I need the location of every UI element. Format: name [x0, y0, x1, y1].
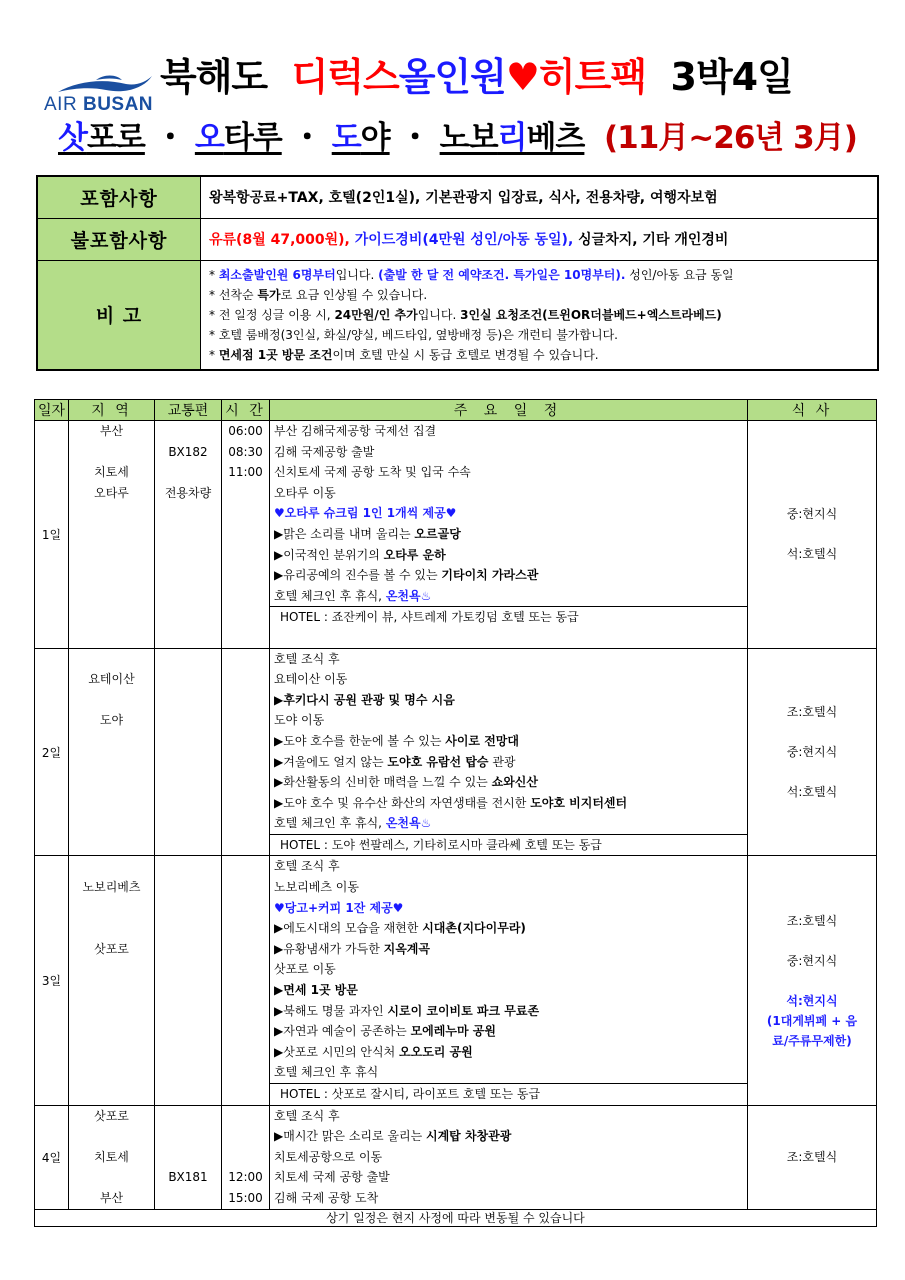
title-allinone: 올인원 — [398, 55, 506, 99]
excluded-label: 불포함사항 — [37, 218, 201, 260]
region-cell: 치토세 — [94, 1149, 129, 1164]
itinerary-item: 치토세 국제 공항 출발 — [274, 1170, 390, 1185]
itinerary-item: ♥오타루 슈크림 1인 1개씩 제공♥ — [274, 506, 457, 521]
itinerary — [270, 1105, 748, 1209]
time — [222, 856, 270, 1105]
title-duration: 3박4일 — [670, 55, 793, 99]
hotel-line: HOTEL : 삿포로 잘시티, 라이포트 호텔 또는 동급 — [270, 1083, 747, 1105]
city-otaru: 오타루 — [194, 120, 282, 156]
time-cell — [222, 586, 269, 607]
included-label: 포함사항 — [37, 176, 201, 218]
region-cell — [69, 731, 154, 752]
meals — [748, 421, 877, 649]
region-cell — [69, 898, 154, 919]
itinerary-item: ▶면세 1곳 방문 — [274, 983, 358, 998]
info-table — [36, 175, 879, 371]
itinerary-item: ▶도야 호수를 한눈에 볼 수 있는 사이로 전망대 — [274, 733, 519, 748]
itinerary-item: 호텔 조식 후 — [274, 651, 340, 666]
transport-cell — [155, 1126, 221, 1147]
time-cell — [222, 627, 269, 648]
meal-item: 중:현지식 — [786, 953, 838, 968]
header-region: 지 역 — [69, 400, 155, 421]
region-cell: 도야 — [99, 713, 124, 728]
transport-cell — [155, 1147, 221, 1168]
time-cell — [222, 1126, 269, 1147]
transport — [155, 856, 222, 1105]
itinerary-item: ▶유리공예의 진수를 볼 수 있는 기타이치 가라스관 — [274, 568, 539, 583]
transport-cell: BX182 — [168, 444, 208, 459]
region-cell: 삿포로 — [94, 941, 129, 956]
meal-item: 석:현지식 (1대게뷔페 + 음료/주류무제한) — [762, 991, 862, 1051]
logo-busan: BUSAN — [82, 94, 154, 115]
day-row — [35, 1105, 877, 1209]
time-cell: 06:00 — [228, 424, 263, 438]
transport — [155, 421, 222, 649]
notes-label: 비 고 — [37, 260, 201, 370]
itinerary-item: ▶유황냄새가 가득한 지옥계곡 — [274, 941, 430, 956]
region-cell — [69, 649, 154, 670]
time-cell — [222, 545, 269, 566]
day-row — [35, 856, 877, 1105]
time-cell: 12:00 — [228, 1170, 263, 1185]
hotel-line: HOTEL : 도야 썬팔레스, 기타히로시마 클라쎄 호텔 또는 동급 — [270, 834, 747, 856]
itinerary — [270, 421, 748, 649]
excluded-row — [37, 218, 878, 260]
transport-cell — [155, 462, 221, 483]
included-value: 왕복항공료+TAX, 호텔(2인1실), 기본관광지 입장료, 식사, 전용차량, 여행자보험 — [201, 176, 879, 218]
time — [222, 421, 270, 649]
transport — [155, 1105, 222, 1209]
transport-cell — [155, 565, 221, 586]
note-line: * 호텔 룸배정(3인실, 화실/양실, 베드타입, 옆방배정 등)은 개런티 불가합니다. — [209, 327, 618, 342]
itinerary-item: ▶겨울에도 얼지 않는 도야호 유람선 탑승 관광 — [274, 754, 516, 769]
bird-wing-icon — [56, 74, 154, 96]
meal-item: 석:호텔식 — [786, 547, 838, 562]
time-cell: 11:00 — [228, 465, 263, 480]
itinerary-item: 삿포로 이동 — [274, 962, 336, 977]
itinerary-item: 요테이산 이동 — [274, 672, 348, 687]
note-line: * 선착순 특가로 요금 인상될 수 있습니다. — [209, 287, 428, 302]
region-cell — [69, 545, 154, 566]
heart-icon: ♥ — [505, 55, 539, 99]
itinerary-item: 김해 국제공항 출발 — [274, 444, 375, 459]
title-region: 북해도 — [160, 55, 268, 99]
region-cell — [69, 606, 154, 627]
itinerary-item: 치토세공항으로 이동 — [274, 1149, 383, 1164]
city-noboribetsu: 노보리베츠 — [439, 120, 585, 156]
time-cell — [222, 524, 269, 545]
region-cell — [69, 834, 154, 855]
region-cell: 삿포로 — [94, 1108, 129, 1123]
region-cell — [69, 752, 154, 773]
period: (11月~26년 3月) — [603, 120, 857, 156]
itinerary-item: ▶에도시대의 모습을 재현한 시대촌(지다이무라) — [274, 921, 526, 936]
time-cell: 15:00 — [228, 1190, 263, 1205]
meal-item: 조:호텔식 — [786, 913, 838, 928]
meal-item: 조:호텔식 — [786, 1150, 838, 1165]
air-busan-logo — [44, 74, 156, 114]
itinerary-item: ▶자연과 예술이 공존하는 모에레누마 공원 — [274, 1024, 496, 1039]
meals — [748, 856, 877, 1105]
itinerary-item: 김해 국제 공항 도착 — [274, 1190, 379, 1205]
transport-cell — [155, 421, 221, 442]
region-cell — [69, 1126, 154, 1147]
time-cell — [222, 606, 269, 627]
header-itinerary: 주 요 일 정 — [270, 400, 748, 421]
dinner-note: (1대게뷔페 + 음료/주류무제한) — [766, 1013, 858, 1048]
itinerary — [270, 648, 748, 856]
region — [69, 856, 155, 1105]
day-number: 1일 — [35, 421, 69, 649]
itinerary-item: ▶맑은 소리를 내며 울리는 오르골당 — [274, 526, 461, 541]
day-row — [35, 648, 877, 856]
itinerary-item: ▶도야 호수 및 유수산 화산의 자연생태를 전시한 도야호 비지터센터 — [274, 795, 628, 810]
schedule-header-row — [35, 400, 877, 421]
header-day: 일자 — [35, 400, 69, 421]
transport-cell — [155, 627, 221, 648]
itinerary-item: 노보리베츠 이동 — [274, 880, 359, 895]
itinerary-item: ♥당고+커피 1잔 제공♥ — [274, 900, 404, 915]
region-cell: 치토세 — [94, 465, 129, 480]
time-cell — [222, 503, 269, 524]
transport-cell — [155, 606, 221, 627]
transport-cell: 전용차량 — [164, 485, 212, 500]
region-cell — [69, 918, 154, 939]
excluded-value: 유류(8월 47,000원), 가이드경비(4만원 성인/아동 동일), 싱글차지, 기타 개인경비 — [201, 218, 879, 260]
day-number: 3일 — [35, 856, 69, 1105]
schedule-table — [34, 399, 877, 1227]
region-cell — [69, 442, 154, 463]
header-time: 시 간 — [222, 400, 270, 421]
itinerary-item: 도야 이동 — [274, 713, 325, 728]
title-hitpack: 히트팩 — [538, 55, 647, 99]
itinerary-item: 신치토세 국제 공항 도착 및 입국 수속 — [274, 465, 471, 480]
transport — [155, 648, 222, 856]
city-toya: 도야 — [331, 120, 390, 156]
transport-cell — [155, 545, 221, 566]
notes — [201, 260, 879, 370]
region-cell: 노보리베츠 — [82, 880, 141, 895]
time — [222, 648, 270, 856]
meal-item: 석:호텔식 — [786, 785, 838, 799]
itinerary-item: ▶후키다시 공원 관광 및 명수 시음 — [274, 692, 455, 707]
transport-cell — [155, 524, 221, 545]
itinerary-item: 부산 김해국제공항 국제선 집결 — [274, 424, 437, 438]
region-cell — [69, 565, 154, 586]
itinerary-item: 호텔 체크인 후 휴식, 온천욕♨ — [274, 816, 432, 831]
region-cell — [69, 503, 154, 524]
header-meals: 식 사 — [748, 400, 877, 421]
region-cell — [69, 793, 154, 814]
day-row — [35, 421, 877, 649]
region-cell — [69, 586, 154, 607]
itinerary-item: ▶매시간 맑은 소리로 울리는 시계탑 차창관광 — [274, 1129, 512, 1144]
city-sapporo: 삿포로 — [58, 120, 145, 156]
header-transport: 교통편 — [155, 400, 222, 421]
itinerary-item: 호텔 조식 후 — [274, 1108, 340, 1123]
region-cell: 부산 — [99, 424, 124, 438]
meal-item: 중:현지식 — [786, 507, 838, 522]
meal-item: 중:현지식 — [786, 745, 838, 759]
transport-cell — [155, 503, 221, 524]
itinerary-item: 오타루 이동 — [274, 485, 336, 500]
schedule-footer: 상기 일정은 현지 사정에 따라 변동될 수 있습니다 — [35, 1209, 877, 1226]
included-row — [37, 176, 878, 218]
transport-cell: BX181 — [168, 1170, 208, 1185]
meals — [748, 648, 877, 856]
region-cell — [69, 690, 154, 711]
itinerary-item: ▶삿포로 시민의 안식처 오오도리 공원 — [274, 1044, 473, 1059]
itinerary-item: ▶북해도 명물 과자인 시로이 코이비토 파크 무료존 — [274, 1003, 540, 1018]
note-line: * 전 일정 싱글 이용 시, 24만원/인 추가입니다. 3인실 요청조건(트윈OR더블베드+엑스트라베드) — [209, 307, 722, 322]
itinerary-item: ▶화산활동의 신비한 매력을 느낄 수 있는 쇼와신산 — [274, 775, 538, 790]
region — [69, 421, 155, 649]
region-cell: 부산 — [99, 1190, 124, 1205]
meal-item: 조:호텔식 — [786, 705, 838, 719]
region — [69, 648, 155, 856]
region-cell — [69, 1167, 154, 1188]
region-cell: 오타루 — [94, 485, 129, 500]
region-cell — [69, 772, 154, 793]
note-line: * 면세점 1곳 방문 조건이며 호텔 만실 시 동급 호텔로 변경될 수 있습니다. — [209, 347, 599, 362]
header — [0, 40, 905, 160]
subtitle: 삿포로 ・ 오타루 ・ 도야 ・ 노보리베츠 (11月~26년 3月) — [58, 120, 857, 156]
region — [69, 1105, 155, 1209]
transport-cell — [155, 1106, 221, 1127]
day-number: 2일 — [35, 648, 69, 856]
region-cell — [69, 627, 154, 648]
itinerary — [270, 856, 748, 1105]
title-deluxe: 디럭스 — [291, 55, 399, 99]
time-cell: 08:30 — [228, 444, 263, 459]
note-line: * 최소출발인원 6명부터입니다. (출발 한 달 전 예약조건. 특가일은 10명부터). 성인/아동 요금 동일 — [209, 267, 734, 282]
itinerary-item: 호텔 체크인 후 휴식, 온천욕♨ — [274, 588, 432, 603]
region-cell — [69, 524, 154, 545]
itinerary-item: 호텔 조식 후 — [274, 859, 340, 874]
region-cell: 요테이산 — [88, 672, 135, 687]
day-number: 4일 — [35, 1105, 69, 1209]
region-cell — [69, 856, 154, 877]
time — [222, 1105, 270, 1209]
time-cell — [222, 565, 269, 586]
itinerary-item: ▶이국적인 분위기의 오타루 운하 — [274, 547, 446, 562]
time-cell — [222, 483, 269, 504]
time-cell — [222, 1147, 269, 1168]
hotel-line: HOTEL : 죠잔케이 뷰, 샤트레제 가토킹덤 호텔 또는 동급 — [270, 606, 747, 628]
meals — [748, 1105, 877, 1209]
itinerary-item: 호텔 체크인 후 휴식 — [274, 1065, 379, 1080]
transport-cell — [155, 1188, 221, 1209]
page-title — [160, 46, 793, 101]
notes-row — [37, 260, 878, 370]
transport-cell — [155, 586, 221, 607]
logo-air: AIR — [44, 94, 78, 115]
region-cell — [69, 813, 154, 834]
time-cell — [222, 1106, 269, 1127]
